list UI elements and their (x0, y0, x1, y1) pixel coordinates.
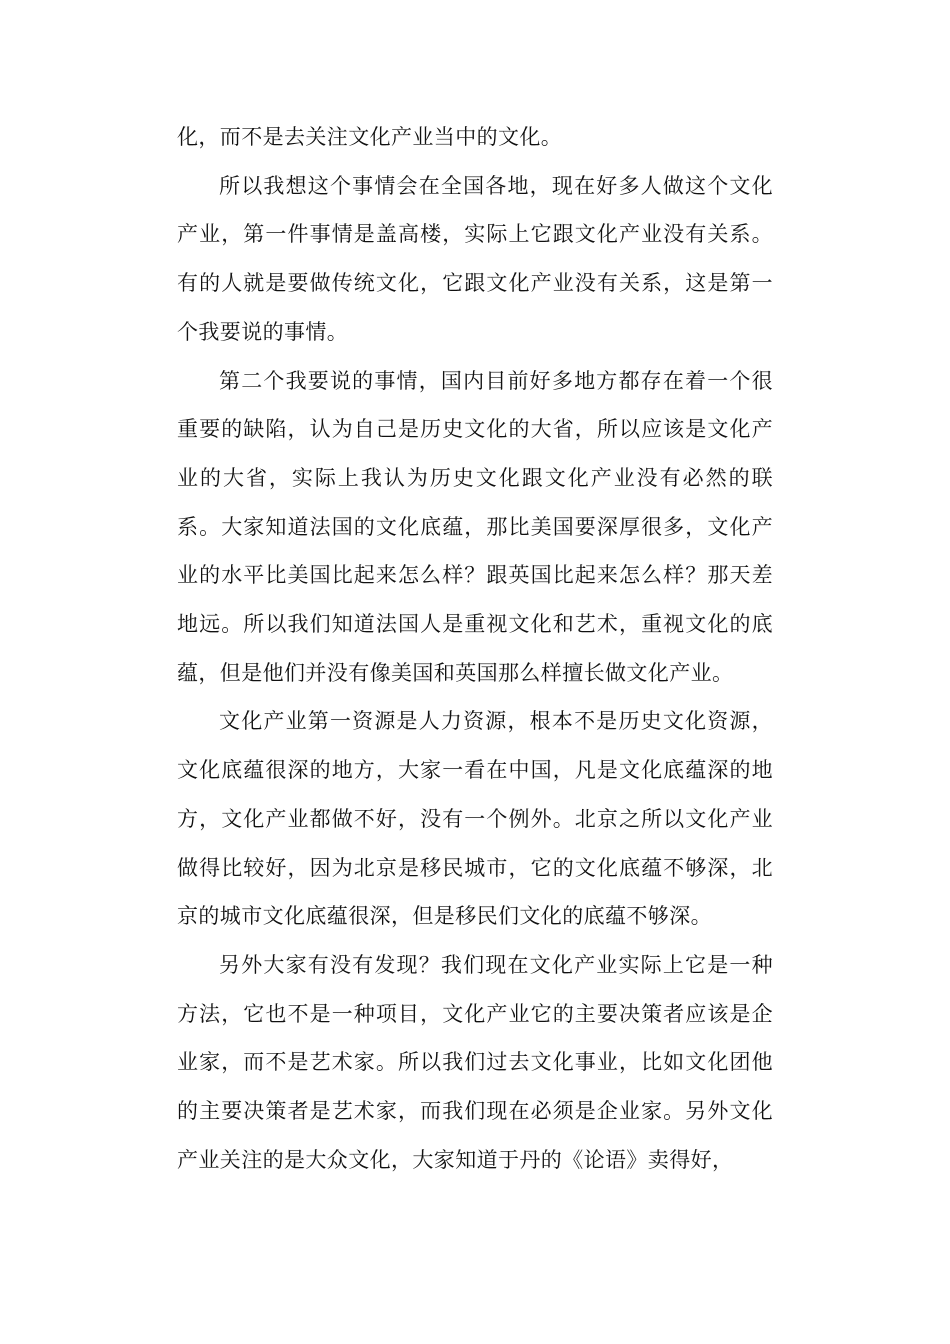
paragraph-5: 另外大家有没有发现？我们现在文化产业实际上它是一种方法，它也不是一种项目，文化产业它的主要决策者应该是企业家，而不是艺术家。所以我们过去文化事业，比如文化团他的主要决策者是艺术家，而我们现在必须是企业家。另外文化产业关注的是大众文化，大家知道于丹的《论语》卖得好， (177, 952, 773, 1172)
paragraph-3: 第二个我要说的事情，国内目前好多地方都存在着一个很重要的缺陷，认为自己是历史文化的大省，所以应该是文化产业的大省，实际上我认为历史文化跟文化产业没有必然的联系。大家知道法国的文化底蕴，那比美国要深厚很多，文化产业的水平比美国比起来怎么样？跟英国比起来怎么样？那天差地远。所以我们知道法国人是重视文化和艺术，重视文化的底蕴，但是他们并没有像美国和英国那么样擅长做文化产业。 (177, 368, 773, 685)
paragraph-1: 化，而不是去关注文化产业当中的文化。 (177, 125, 563, 149)
document-page (177, 113, 773, 1184)
paragraph-4: 文化产业第一资源是人力资源，根本不是历史文化资源，文化底蕴很深的地方，大家一看在中国，凡是文化底蕴深的地方，文化产业都做不好，没有一个例外。北京之所以文化产业做得比较好，因为北京是移民城市，它的文化底蕴不够深，北京的城市文化底蕴很深，但是移民们文化的底蕴不够深。 (177, 709, 773, 929)
paragraph-2: 所以我想这个事情会在全国各地，现在好多人做这个文化产业，第一件事情是盖高楼，实际上它跟文化产业没有关系。有的人就是要做传统文化，它跟文化产业没有关系，这是第一个我要说的事情。 (177, 173, 773, 344)
